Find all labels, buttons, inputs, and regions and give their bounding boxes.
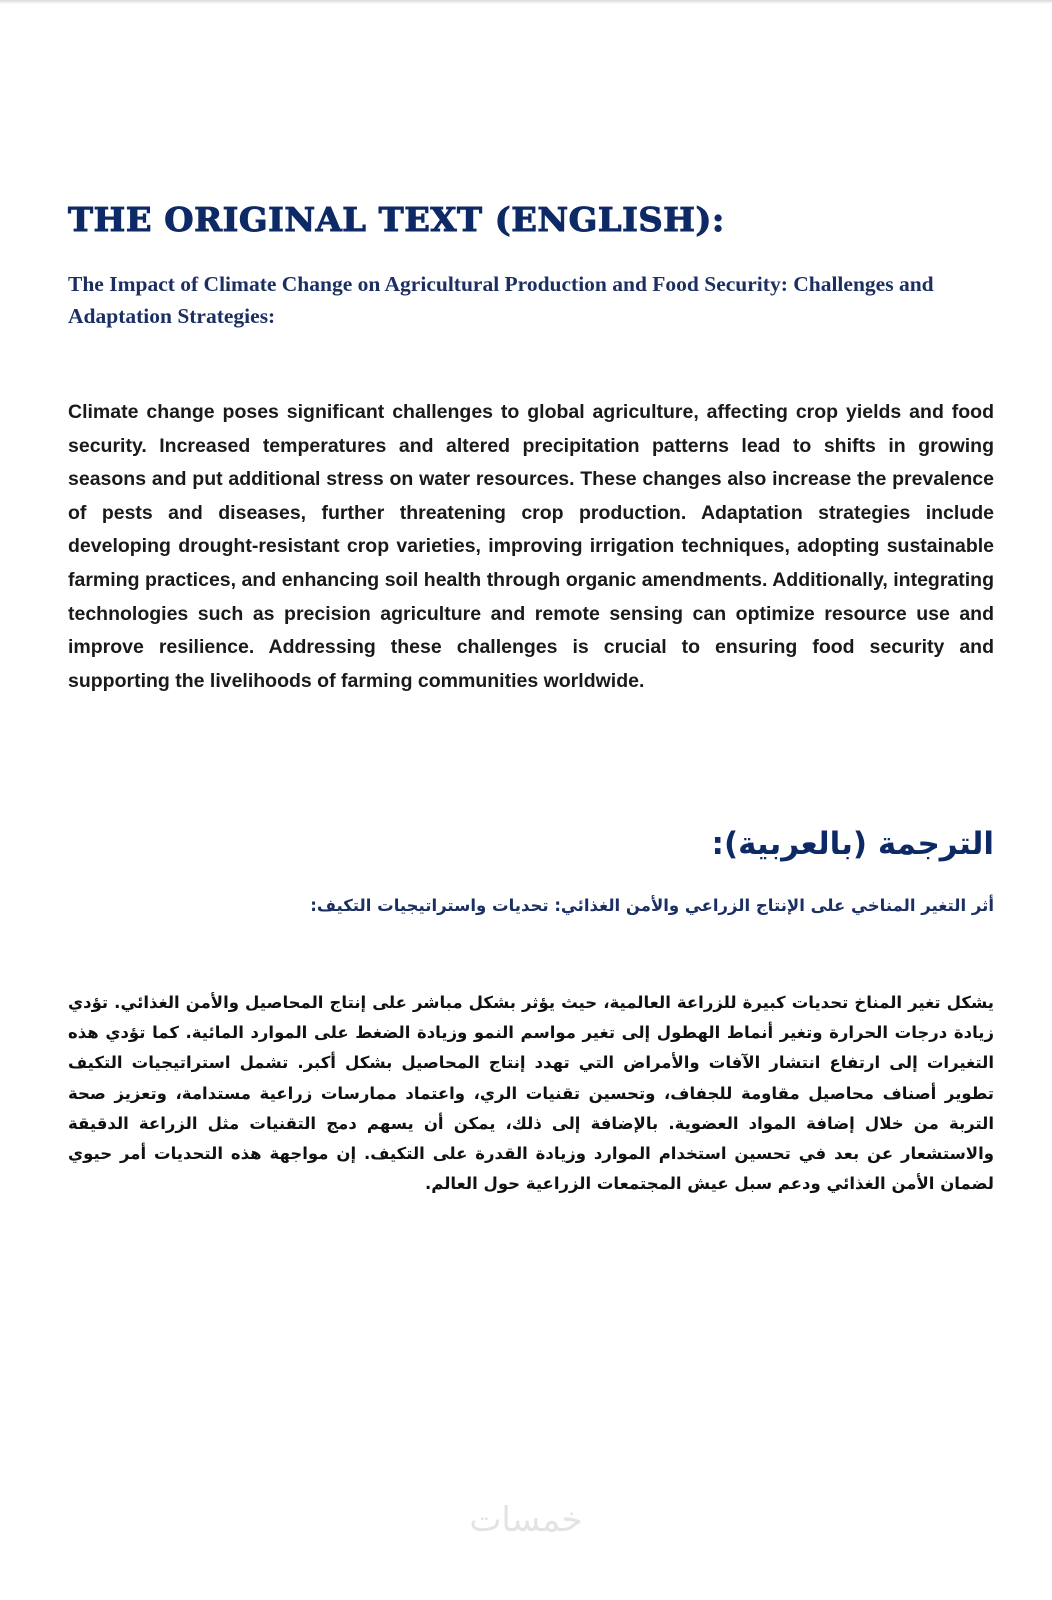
english-body-paragraph: Climate change poses significant challenges to global agriculture, affecting crop yields and food security. Increased temperatures and altered precipitation patterns lead to shifts in growing seasons and put additional stress on water resources. These changes also increase the prevalence of pests and diseases, further threatening crop production. Adaptation strategies include developing drought-resistant crop varieties, improving irrigation techniques, adopting sustainable farming practices, and enhancing soil health through organic amendments. Additionally, integrating technologies such as precision agriculture and remote sensing can optimize resource use and improve resilience. Addressing these challenges is crucial to ensuring food security and supporting the livelihoods of farming communities worldwide. — [68, 401, 994, 692]
arabic-body-paragraph: يشكل تغير المناخ تحديات كبيرة للزراعة العالمية، حيث يؤثر بشكل مباشر على إنتاج المحاصيل والأمن الغذائي. تؤدي زيادة درجات الحرارة وتغير أنماط الهطول إلى تغير مواسم النمو وزيادة الضغط على الموارد المائية. كما تؤدي هذه التغيرات إلى ارتفاع انتشار الآفات والأمراض التي تهدد إنتاج المحاصيل بشكل أكبر. تشمل استراتيجيات التكيف تطوير أصناف محاصيل مقاومة للجفاف، وتحسين تقنيات الري، واعتماد ممارسات زراعية مستدامة، وتعزيز صحة التربة من خلال إضافة المواد العضوية. بالإضافة إلى ذلك، يمكن أن يسهم دمج التقنيات مثل الزراعة الدقيقة والاستشعار عن بعد في تحسين استخدام الموارد وزيادة القدرة على التكيف. إن مواجهة هذه التحديات أمر حيوي لضمان الأمن الغذائي ودعم سبل عيش المجتمعات الزراعية حول العالم. — [68, 993, 994, 1194]
english-article-title: The Impact of Climate Change on Agricultural Production and Food Security: Challenges and Adaptation Strategies: — [68, 272, 934, 328]
english-section-heading: THE ORIGINAL TEXT (ENGLISH): — [68, 200, 725, 239]
arabic-article-title: أثر التغير المناخي على الإنتاج الزراعي والأمن الغذائي: تحديات واستراتيجيات التكيف: — [310, 896, 994, 915]
arabic-section-heading: الترجمة (بالعربية): — [711, 826, 994, 862]
page-top-edge — [0, 0, 1052, 4]
khamsat-watermark-logo: خمسات — [469, 1500, 583, 1540]
